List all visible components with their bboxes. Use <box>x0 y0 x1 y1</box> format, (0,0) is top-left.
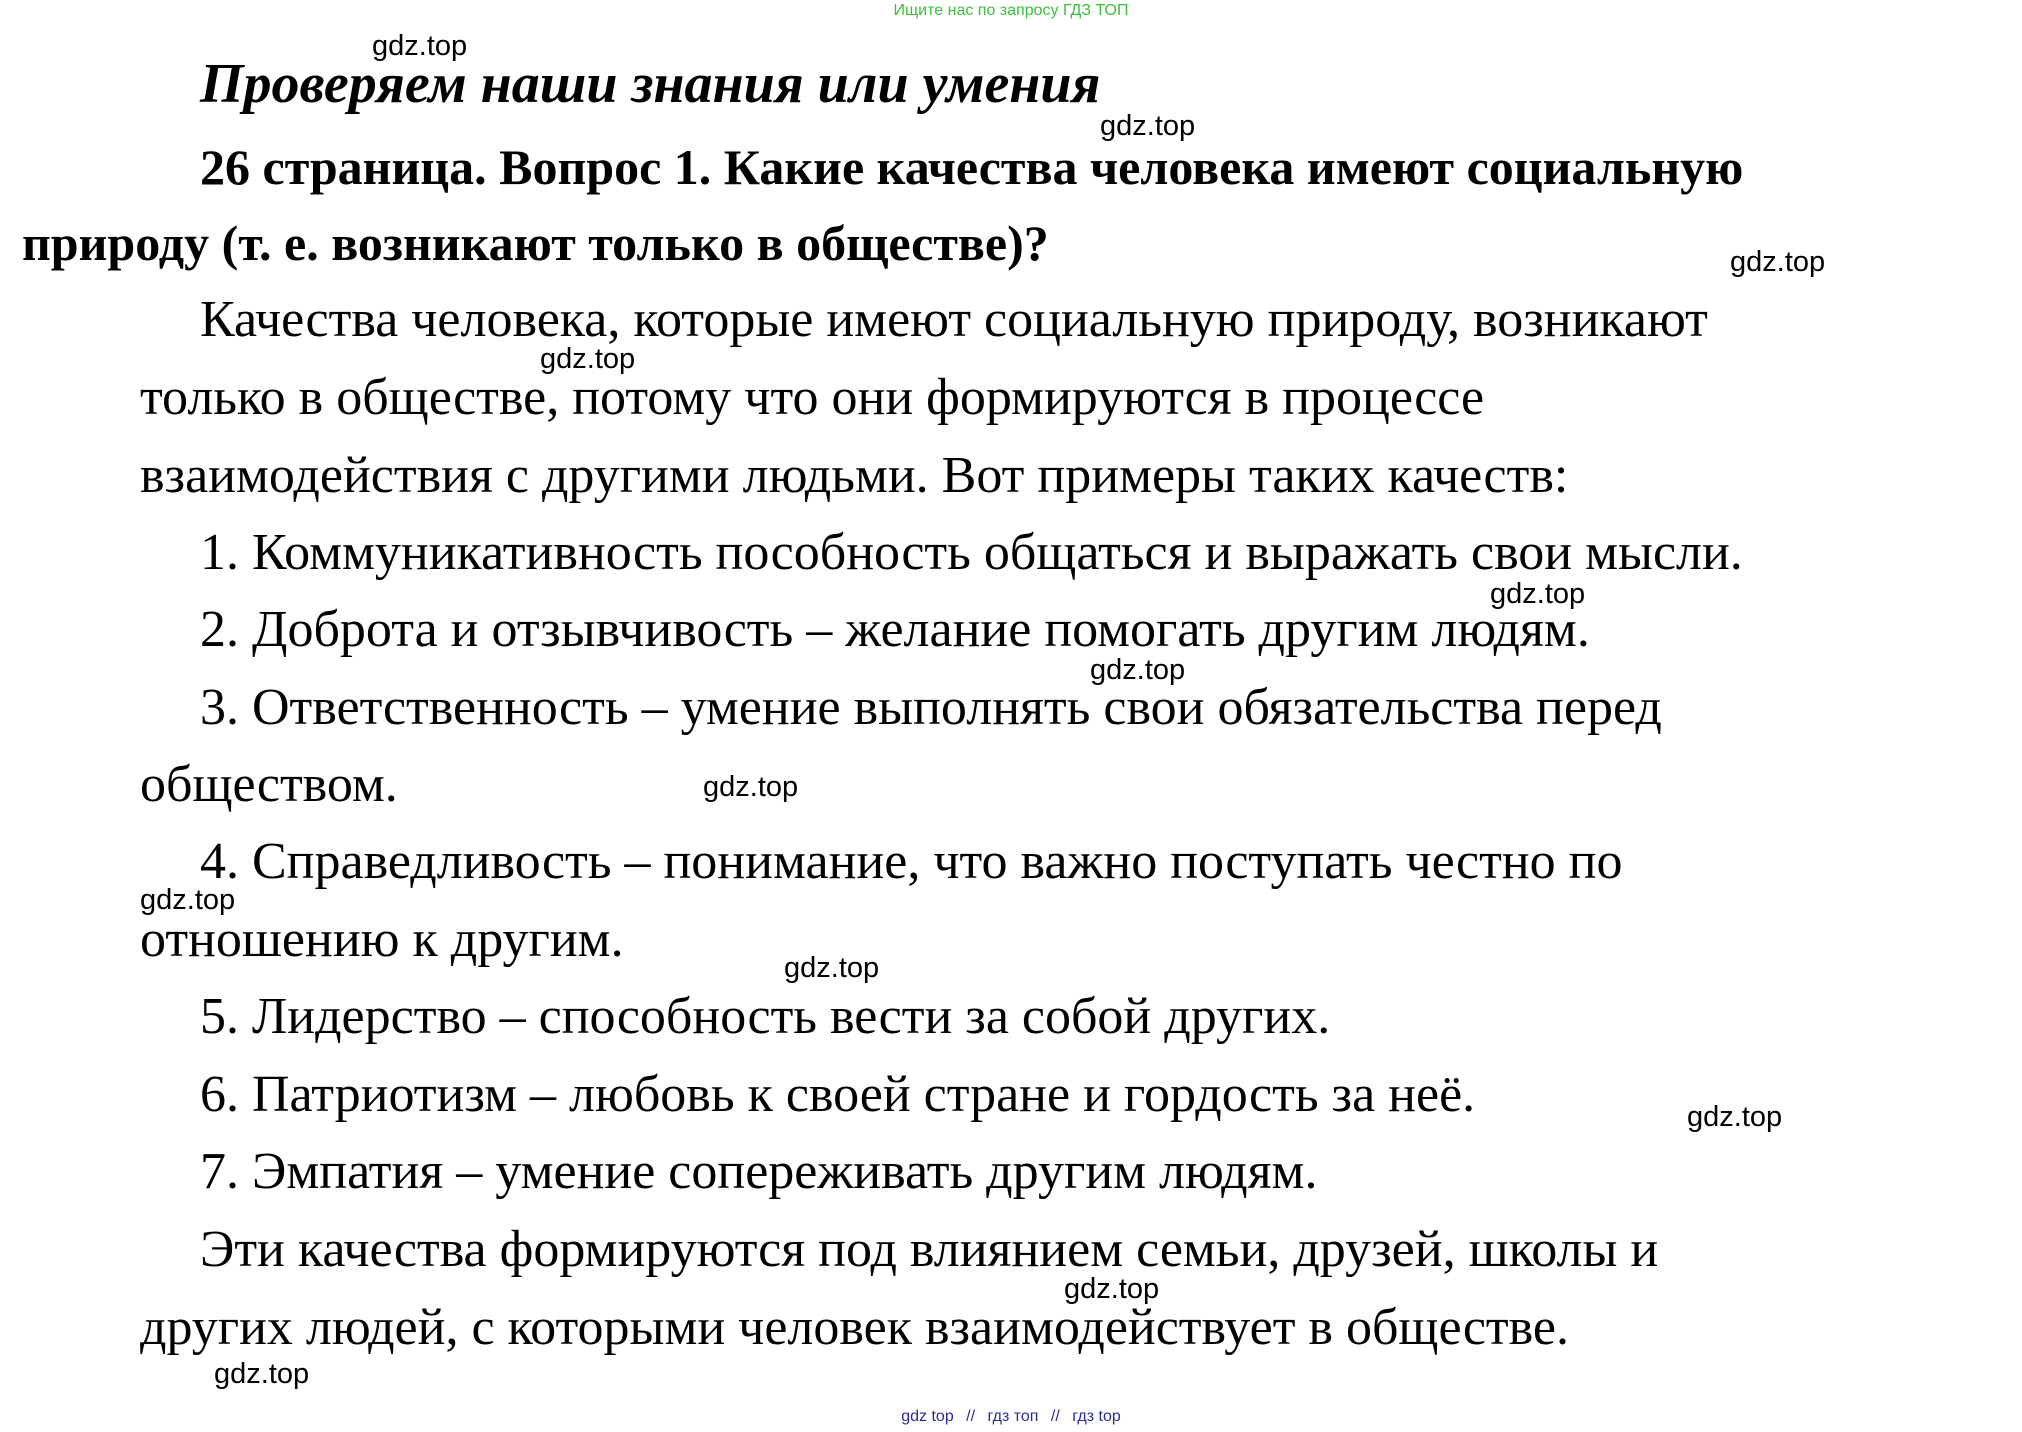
answer-intro-line: взаимодействия с другими людьми. Вот примеры таких качеств: <box>140 447 1569 504</box>
answer-conclusion-line: других людей, с которыми человек взаимодействует в обществе. <box>140 1299 1569 1356</box>
watermark: gdz.top <box>784 952 880 984</box>
watermark: gdz.top <box>1490 578 1586 610</box>
top-banner: Ищите нас по запросу ГДЗ ТОП <box>893 2 1129 19</box>
watermark: gdz.top <box>214 1358 310 1390</box>
list-item: 7. Эмпатия – умение сопереживать другим людям. <box>200 1143 1318 1200</box>
watermark: gdz.top <box>140 884 236 916</box>
watermark: gdz.top <box>1687 1101 1783 1133</box>
footer-link-2[interactable]: гдз топ <box>987 1408 1039 1425</box>
watermark: gdz.top <box>372 30 468 62</box>
page-heading: Проверяем наши знания или умения <box>200 53 1101 115</box>
answer-intro-line: только в обществе, потому что они формируются в процессе <box>140 369 1485 426</box>
answer-conclusion-line: Эти качества формируются под влиянием семьи, друзей, школы и <box>200 1221 1659 1278</box>
footer <box>0 1408 2022 1426</box>
question-line-1: 26 страница. Вопрос 1. Какие качества человека имеют социальную <box>200 139 1744 195</box>
footer-separator: // <box>1050 1408 1060 1425</box>
list-item: 4. Справедливость – понимание, что важно поступать честно по <box>200 833 1623 890</box>
watermark: gdz.top <box>1090 654 1186 686</box>
question-line-2: природу (т. е. возникают только в обществе)? <box>22 215 1049 271</box>
list-item: 2. Доброта и отзывчивость – желание помогать другим людям. <box>200 601 1590 658</box>
footer-link-3[interactable]: гдз top <box>1072 1408 1121 1425</box>
list-item: 1. Коммуникативность пособность общаться и выражать свои мысли. <box>200 524 1743 581</box>
watermark: gdz.top <box>1730 246 1826 278</box>
list-item: обществом. <box>140 756 398 813</box>
footer-link-1[interactable]: gdz top <box>901 1408 954 1425</box>
list-item: отношению к другим. <box>140 911 624 968</box>
watermark: gdz.top <box>1064 1273 1160 1305</box>
footer-separator: // <box>966 1408 976 1425</box>
list-item: 6. Патриотизм – любовь к своей стране и гордость за неё. <box>200 1066 1476 1123</box>
answer-intro-line: Качества человека, которые имеют социальную природу, возникают <box>200 291 1708 348</box>
list-item: 3. Ответственность – умение выполнять свои обязательства перед <box>200 679 1662 736</box>
list-item: 5. Лидерство – способность вести за собой других. <box>200 988 1331 1045</box>
watermark: gdz.top <box>703 771 799 803</box>
watermark: gdz.top <box>1100 110 1196 142</box>
watermark: gdz.top <box>540 343 636 375</box>
